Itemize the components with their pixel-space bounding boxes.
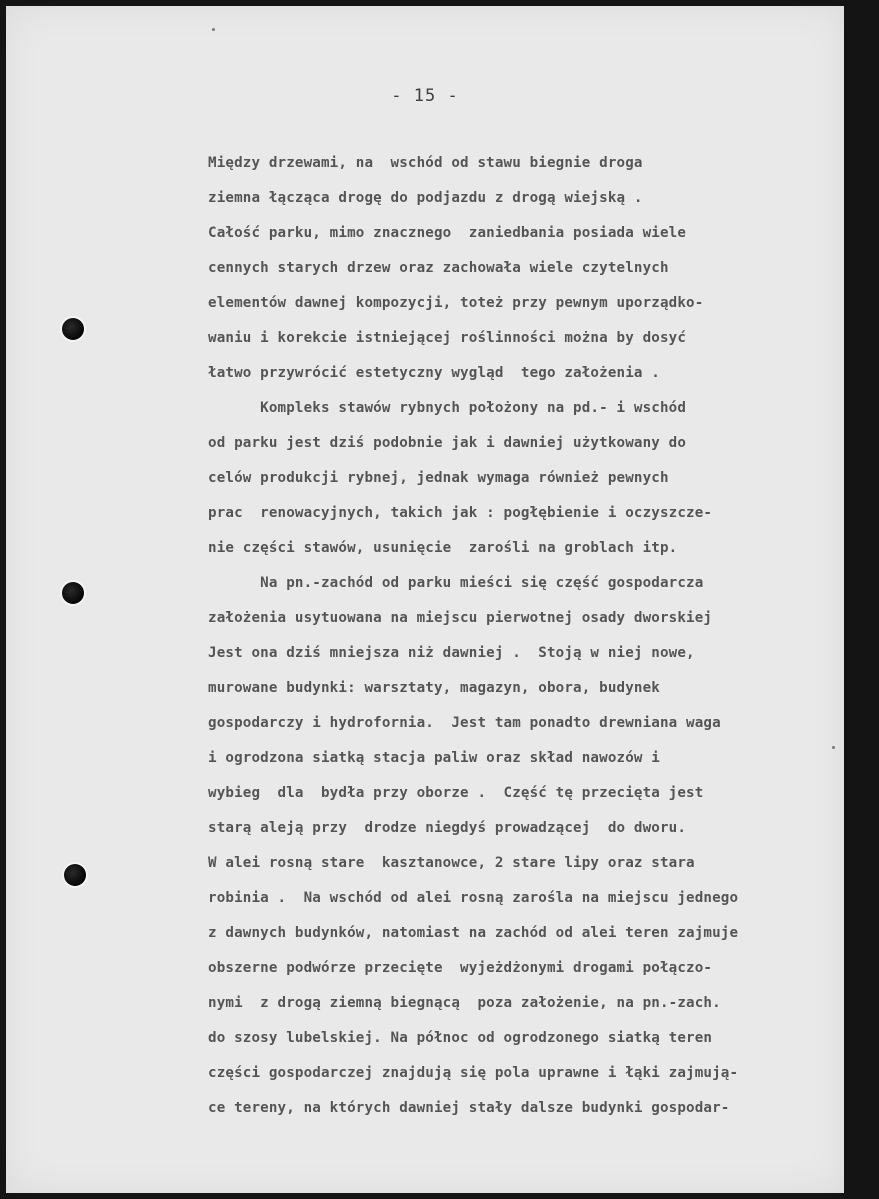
text-line: cennych starych drzew oraz zachowała wiele czytelnych <box>208 260 669 276</box>
paper-speck <box>832 746 835 749</box>
paper-speck <box>212 28 215 31</box>
text-line: ce tereny, na których dawniej stały dalsze budynki gospodar- <box>208 1100 730 1116</box>
text-line: murowane budynki: warsztaty, magazyn, obora, budynek <box>208 680 660 696</box>
page-number: - 15 - <box>391 86 459 106</box>
text-line: Na pn.-zachód od parku mieści się część gospodarcza <box>208 575 704 591</box>
text-line: nymi z drogą ziemną biegnącą poza założenie, na pn.-zach. <box>208 995 721 1011</box>
text-line: W alei rosną stare kasztanowce, 2 stare lipy oraz stara <box>208 855 695 871</box>
punch-hole-icon <box>62 318 84 340</box>
text-line: i ogrodzona siatką stacja paliw oraz skład nawozów i <box>208 750 660 766</box>
body-text <box>208 146 844 1126</box>
text-line: z dawnych budynków, natomiast na zachód od alei teren zajmuje <box>208 925 739 941</box>
text-line: od parku jest dziś podobnie jak i dawniej użytkowany do <box>208 435 687 451</box>
text-line: do szosy lubelskiej. Na północ od ogrodzonego siatką teren <box>208 1030 713 1046</box>
text-line: nie części stawów, usunięcie zarośli na groblach itp. <box>208 540 678 556</box>
text-line: starą aleją przy drodze niegdyś prowadzącej do dworu. <box>208 820 687 836</box>
text-line: elementów dawnej kompozycji, toteż przy pewnym uporządko- <box>208 295 704 311</box>
text-line: Między drzewami, na wschód od stawu biegnie droga <box>208 155 643 171</box>
text-line: Kompleks stawów rybnych położony na pd.- i wschód <box>208 400 687 416</box>
text-line: założenia usytuowana na miejscu pierwotnej osady dworskiej <box>208 610 713 626</box>
text-line: łatwo przywrócić estetyczny wygląd tego założenia . <box>208 365 660 381</box>
text-line: waniu i korekcie istniejącej roślinności można by dosyć <box>208 330 687 346</box>
text-line: Całość parku, mimo znacznego zaniedbania posiada wiele <box>208 225 687 241</box>
text-line: obszerne podwórze przecięte wyjeżdżonymi drogami połączo- <box>208 960 713 976</box>
text-line: prac renowacyjnych, takich jak : pogłębienie i oczyszcze- <box>208 505 713 521</box>
punch-hole-icon <box>64 864 86 886</box>
text-line: ziemna łącząca drogę do podjazdu z drogą wiejską . <box>208 190 643 206</box>
punch-hole-icon <box>62 582 84 604</box>
text-line: części gospodarczej znajdują się pola uprawne i łąki zajmują- <box>208 1065 739 1081</box>
text-line: gospodarczy i hydrofornia. Jest tam ponadto drewniana waga <box>208 715 721 731</box>
text-line: Jest ona dziś mniejsza niż dawniej . Stoją w niej nowe, <box>208 645 695 661</box>
text-line: celów produkcji rybnej, jednak wymaga również pewnych <box>208 470 669 486</box>
document-page <box>6 6 844 1193</box>
text-line: robinia . Na wschód od alei rosną zarośla na miejscu jednego <box>208 890 739 906</box>
text-line: wybieg dla bydła przy oborze . Część tę przecięta jest <box>208 785 704 801</box>
